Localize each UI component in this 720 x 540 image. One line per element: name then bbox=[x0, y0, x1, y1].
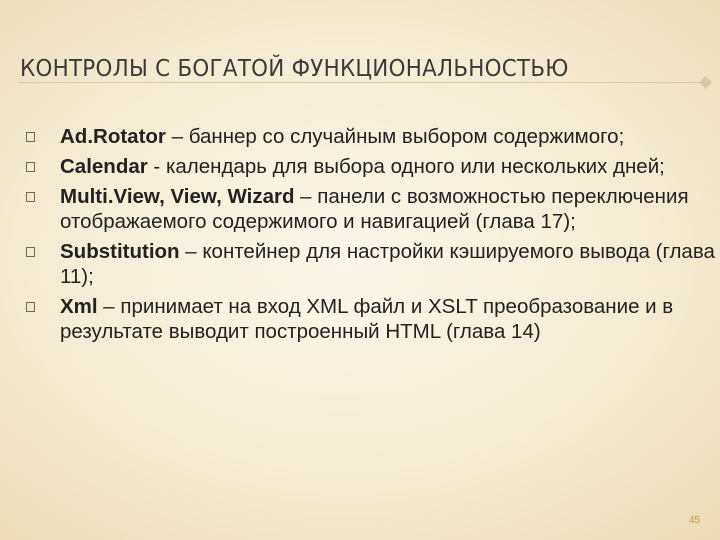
list-item bbox=[26, 239, 716, 289]
control-name: Xml bbox=[60, 295, 98, 318]
control-description: – принимает на вход XML файл и XSLT преобразование и в результате выводит построенный HTML (глава 14) bbox=[60, 295, 674, 343]
control-name: Substitution bbox=[60, 240, 180, 263]
square-bullet-icon bbox=[26, 162, 35, 172]
square-bullet-icon bbox=[26, 247, 35, 257]
bullet-list bbox=[26, 124, 716, 349]
control-description: – баннер со случайным выбором содержимого; bbox=[165, 125, 625, 148]
square-bullet-icon bbox=[26, 192, 35, 202]
slide-title: КОНТРОЛЫ С БОГАТОЙ ФУНКЦИОНАЛЬНОСТЬЮ bbox=[20, 56, 569, 82]
square-bullet-icon bbox=[26, 302, 35, 312]
control-name: Calendar bbox=[60, 155, 148, 178]
list-item bbox=[26, 294, 716, 344]
list-item bbox=[26, 124, 716, 149]
control-name: Ad.Rotator bbox=[60, 125, 166, 148]
control-description: – контейнер для настройки кэшируемого вывода (глава 11); bbox=[60, 240, 715, 288]
title-divider bbox=[18, 82, 702, 83]
page-number: 45 bbox=[688, 515, 700, 526]
list-item bbox=[26, 184, 716, 234]
control-description: - календарь для выбора одного или нескольких дней; bbox=[147, 155, 665, 178]
list-item bbox=[26, 154, 716, 179]
control-description: – панели с возможностью переключения отображаемого содержимого и навигацией (глава 17); bbox=[60, 185, 689, 233]
square-bullet-icon bbox=[26, 132, 35, 142]
control-name: Multi.View, View, Wizard bbox=[60, 185, 295, 208]
